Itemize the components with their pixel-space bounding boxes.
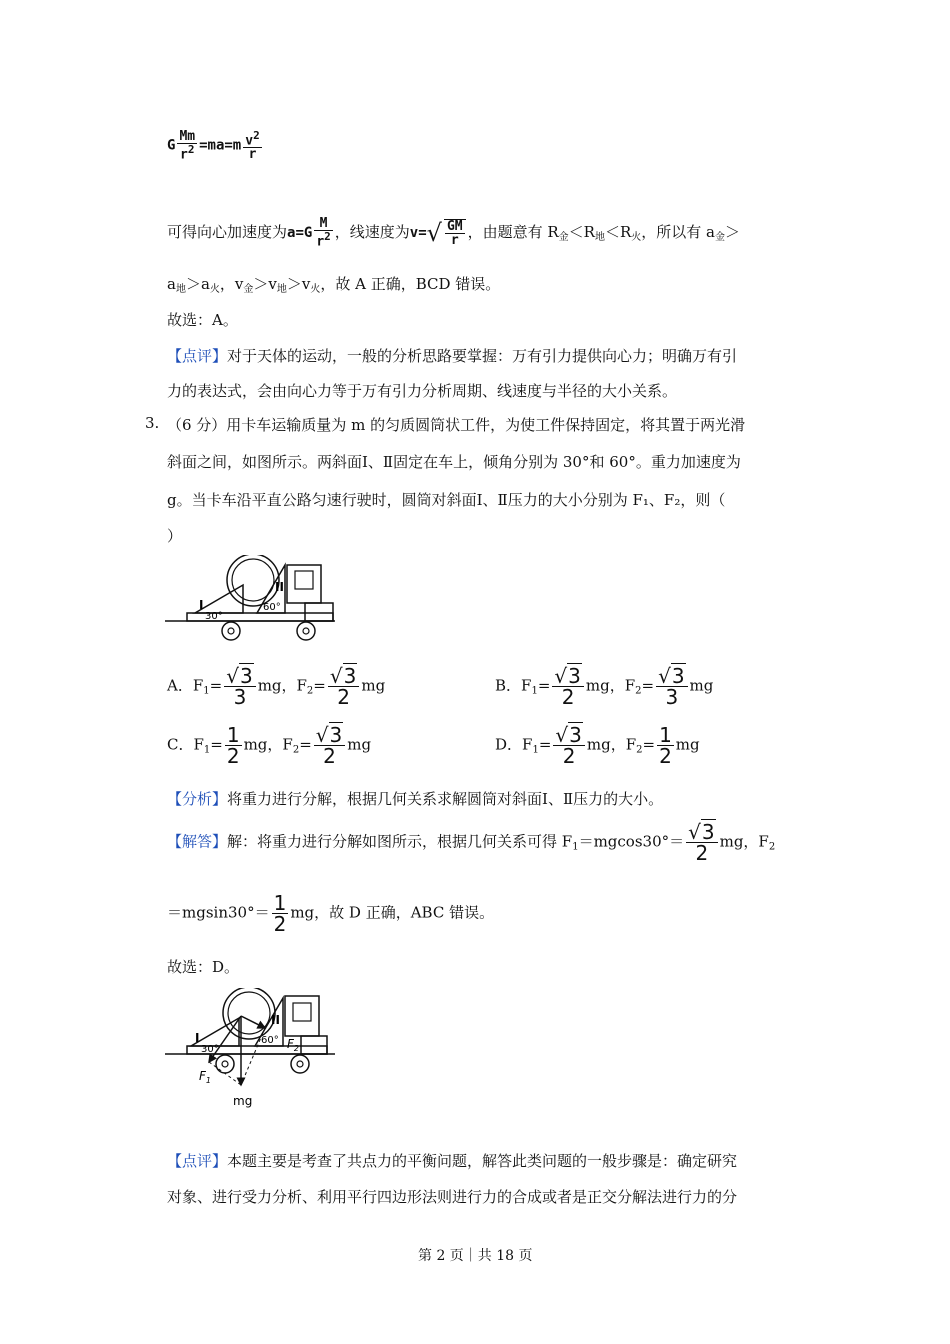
option-label: A．F [167, 676, 204, 695]
text: ，由题意有 R [467, 223, 559, 241]
frac-num: √3 [552, 666, 583, 687]
formula-a: a=G [287, 225, 313, 241]
radicand: 3 [343, 664, 357, 688]
paragraph-line [167, 273, 500, 295]
subscript: 2 [635, 685, 642, 697]
frac-num: GM [446, 219, 463, 234]
text: = [210, 735, 223, 754]
frac [224, 666, 255, 707]
label-F2 [287, 1037, 299, 1053]
subscript: 2 [768, 841, 776, 853]
text: a [167, 275, 176, 293]
text: mg，F [243, 735, 293, 754]
label-F2-main: F [287, 1037, 294, 1051]
radical-sign: √ [426, 219, 442, 247]
formula-frac-v [243, 130, 261, 161]
text: = [642, 735, 656, 754]
formula-mid: =ma=m [199, 137, 242, 154]
frac-num [243, 130, 261, 148]
label-F1-sub: 1 [205, 1076, 211, 1085]
frac-den: 2 [562, 744, 576, 768]
paragraph-line [167, 214, 740, 256]
frac-den: r [450, 233, 459, 248]
force-figure [165, 988, 340, 1113]
subscript: 2 [292, 744, 300, 756]
parallelogram-edge-1 [209, 1062, 241, 1085]
frac-den: r [248, 147, 257, 163]
question-line-2: 斜面之间，如图所示。两斜面Ⅰ、Ⅱ固定在车上，倾角分别为 30°和 60°。重力加速度为 [167, 453, 741, 471]
frac-den: 2 [226, 744, 240, 768]
truck-cab [285, 996, 319, 1036]
subscript: 2 [636, 744, 643, 756]
frac-gm-r [444, 219, 466, 247]
text: mg [689, 676, 714, 695]
frac-num: M [314, 217, 332, 231]
option-D[interactable] [495, 725, 700, 766]
question-line-3: g。当卡车沿平直公路匀速行驶时，圆筒对斜面Ⅰ、Ⅱ压力的大小分别为 F₁、F₂，则（ [167, 491, 726, 509]
answer-line-2 [167, 893, 494, 934]
review-tag: 【点评】 [167, 1152, 228, 1170]
formula-g: G [167, 137, 176, 154]
frac-num: Mm [179, 129, 196, 144]
subscript: 火 [310, 284, 321, 295]
text: mg，F [719, 832, 769, 851]
frac-num-text: v [245, 133, 254, 149]
text: = [537, 676, 551, 695]
analysis-tag: 【分析】 [167, 790, 228, 808]
frac [686, 822, 717, 863]
subscript: 1 [203, 744, 211, 756]
frac-num: √3 [553, 725, 584, 746]
subscript: 1 [572, 841, 579, 853]
label-incline-II: II [275, 580, 284, 594]
subscript: 地 [594, 232, 605, 243]
label-F1-main: F [199, 1069, 206, 1083]
text: ，所以有 a [641, 223, 715, 241]
text: ＝mgsin30°＝ [167, 903, 270, 922]
text: 本题主要是考查了共点力的平衡问题，解答此类问题的一般步骤是：确定研究 [227, 1152, 738, 1170]
frac-num: √3 [328, 666, 359, 687]
label-F1 [199, 1069, 211, 1085]
truck-hood [301, 1036, 327, 1054]
label-angle-60: 60° [263, 602, 281, 613]
text: = [641, 676, 655, 695]
text: ＜R [568, 223, 595, 241]
subscript: 1 [531, 685, 538, 697]
frac-den: 3 [665, 685, 679, 709]
wheel-rear [216, 1055, 234, 1073]
choice-line: 故选：A。 [167, 311, 238, 329]
subscript: 金 [243, 284, 254, 295]
option-C[interactable] [167, 725, 371, 766]
frac-den: 2 [695, 841, 709, 865]
text: mg [361, 676, 386, 695]
answer-tag: 【解答】 [167, 832, 228, 851]
text: = [209, 676, 223, 695]
subscript: 2 [306, 685, 314, 697]
radicand: 3 [329, 723, 343, 747]
text: ＞v [286, 275, 311, 293]
text: ＞a [185, 275, 210, 293]
frac [553, 725, 584, 766]
cab-window [293, 1003, 311, 1021]
question-line-4: ） [167, 527, 183, 545]
frac-num: 1 [659, 723, 672, 747]
frac [328, 666, 359, 707]
frac-num: √3 [314, 725, 345, 746]
text: ＜R [604, 223, 632, 241]
text: 对于天体的运动，一般的分析思路要掌握：万有引力提供向心力；明确万有引 [227, 347, 738, 365]
radicand: 3 [671, 664, 685, 688]
frac-den [314, 231, 332, 248]
frac [314, 725, 345, 766]
frac-power: 2 [253, 129, 260, 142]
radicand: 3 [569, 723, 582, 747]
frac-den [177, 144, 197, 161]
label-incline-I: I [195, 1031, 200, 1045]
text: ＞v [253, 275, 277, 293]
frac-den: 2 [561, 685, 575, 709]
frac-den-text: r [316, 234, 325, 250]
question-line-1: （6 分）用卡车运输质量为 m 的匀质圆筒状工件，为使工件保持固定，将其置于两光滑 [167, 416, 746, 434]
formula-v: v= [409, 225, 427, 241]
wheel-front-hub [297, 1061, 303, 1067]
frac-den-text: r [180, 147, 188, 163]
option-label: C．F [167, 735, 204, 754]
label-F2-sub: 2 [293, 1044, 299, 1053]
option-A[interactable] [167, 666, 385, 707]
frac-num: √3 [686, 822, 717, 843]
frac [272, 893, 289, 934]
subscript: 火 [209, 284, 220, 295]
radicand: 3 [239, 664, 253, 688]
subscript: 地 [175, 284, 186, 295]
text: = [538, 735, 552, 754]
option-label: D．F [495, 735, 533, 754]
text: mg，F [586, 735, 637, 754]
frac [225, 725, 242, 766]
subscript: 1 [532, 744, 539, 756]
frac-power: 2 [187, 143, 195, 156]
text: = [313, 676, 326, 695]
review-tag: 【点评】 [167, 347, 228, 365]
wheel-front-hub [303, 628, 309, 634]
frac-power: 2 [324, 230, 331, 244]
text: 解：将重力进行分解如图所示，根据几何关系可得 F [227, 832, 573, 851]
frac [657, 725, 674, 766]
question-number: 3. [145, 414, 160, 432]
text: mg，F [585, 676, 636, 695]
analysis-line [167, 788, 663, 809]
text: ＝mgcos30°＝ [578, 832, 685, 851]
text: ，线速度为 [334, 223, 410, 241]
text: 可得向心加速度为 [167, 223, 288, 241]
frac-den: 2 [273, 912, 287, 936]
text: ，v [219, 275, 244, 293]
wheel-rear [222, 622, 240, 640]
text: mg [675, 735, 700, 754]
subscript: 火 [631, 232, 642, 243]
radicand: 3 [568, 664, 581, 688]
sqrt-gm-r [427, 214, 468, 251]
review-line-1 [167, 1150, 737, 1171]
frac [656, 666, 687, 707]
text: mg [347, 735, 372, 754]
text: ＞ [724, 223, 740, 241]
option-B[interactable] [495, 666, 713, 707]
frac-num: √3 [656, 666, 687, 687]
review-line-1 [167, 345, 737, 366]
review-line-2: 对象、进行受力分析、利用平行四边形法则进行力的合成或者是正交分解法进行力的分 [167, 1188, 738, 1206]
wheel-front [291, 1055, 309, 1073]
frac-m-r2 [314, 217, 332, 248]
subscript: 金 [558, 232, 569, 243]
frac-num: 1 [273, 891, 287, 915]
review-line-2: 力的表达式，会由向心力等于万有引力分析周期、线速度与半径的大小关系。 [167, 382, 678, 400]
truck-figure [165, 555, 340, 645]
subscript: 金 [714, 232, 725, 243]
radicand: 3 [701, 820, 715, 844]
option-label: B．F [495, 676, 532, 695]
cab-window [295, 571, 313, 589]
formula-frac-mm [177, 130, 197, 161]
frac-num: 1 [226, 723, 240, 747]
text: 将重力进行分解，根据几何关系求解圆筒对斜面Ⅰ、Ⅱ压力的大小。 [227, 790, 664, 808]
wheel-rear-hub [222, 1061, 228, 1067]
label-angle-30: 30° [205, 611, 223, 622]
F2-vector [241, 1016, 265, 1028]
truck-hood [305, 603, 333, 621]
subscript: 1 [203, 685, 210, 697]
text: mg，F [257, 676, 307, 695]
frac-den: 3 [233, 685, 247, 709]
label-incline-II: II [271, 1013, 280, 1027]
cylinder-outer [227, 555, 279, 606]
formula-top [167, 130, 264, 161]
label-angle-60: 60° [261, 1035, 279, 1046]
wheel-rear-hub [228, 628, 234, 634]
subscript: 地 [276, 284, 287, 295]
text: ，故 A 正确，BCD 错误。 [320, 275, 501, 293]
frac-den: 2 [337, 685, 350, 709]
choice-line: 故选：D。 [167, 958, 240, 976]
label-angle-30: 30° [201, 1044, 219, 1055]
answer-line-1 [167, 822, 775, 863]
text: mg，故 D 正确，ABC 错误。 [290, 903, 495, 922]
label-incline-I: I [199, 598, 204, 612]
frac-num: √3 [224, 666, 255, 687]
label-mg: mg [233, 1094, 253, 1108]
text: = [299, 735, 312, 754]
frac [552, 666, 583, 707]
cylinder-inner [232, 559, 274, 601]
frac-den: 2 [323, 744, 336, 768]
wheel-front [297, 622, 315, 640]
page-footer: 第 2 页｜共 18 页 [418, 1248, 533, 1264]
frac-den: 2 [659, 744, 672, 768]
